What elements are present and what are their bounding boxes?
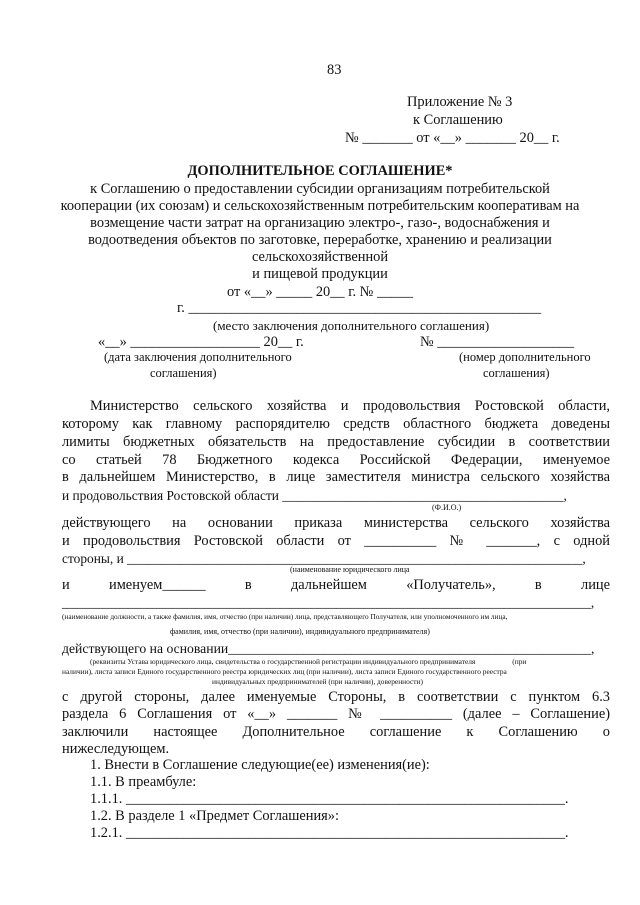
representative-note: фамилия, имя, отчество (при наличии), индивидуального предпринимателя) (170, 627, 430, 636)
agreement-number-line: № ___________________ (420, 334, 575, 350)
list-item: 1. Внести в Соглашение следующие(ее) изменения(ие): (90, 757, 430, 773)
subtitle-line: водоотведения объектов по заготовке, переработке, хранению и реализации (88, 232, 552, 248)
body-line: и продовольствия Ростовской области __________________________________________, (62, 488, 567, 503)
body-line: со статьей 78 Бюджетного кодекса Российской Федерации, именуемое (62, 452, 610, 468)
fio-note: (Ф.И.О.) (432, 503, 462, 512)
page-number: 83 (327, 62, 342, 78)
appendix-to: к Соглашению (413, 112, 503, 128)
agreement-number-note: (номер дополнительного (459, 350, 591, 364)
body-line: действующего на основании_____________________________________________________, (62, 641, 595, 656)
representative-note: (наименование должности, а также фамилия, имя, отчество (при наличии) лица, представляющего Получателя, или уполномоченного им лица, (62, 612, 508, 621)
signing-date-note: соглашения) (150, 366, 217, 380)
list-item: 1.2.1. _____________________________________________________________. (90, 825, 569, 841)
subtitle-line: к Соглашению о предоставлении субсидии организациям потребительской (90, 181, 550, 197)
body-line: и продовольствия Ростовской области от __________ № _______, с одной (62, 533, 610, 549)
body-line: и именуем______ в дальнейшем «Получатель», в лице (62, 577, 610, 593)
legal-entity-note: (наименование юридического лица (290, 565, 410, 574)
subtitle-line: кооперации (их союзам) и сельскохозяйственным потребительским кооперативам на (60, 198, 580, 214)
body-line: в дальнейшем Министерство, в лице заместителя министра сельского хозяйства (62, 469, 610, 485)
body-line: с другой стороны, далее именуемые Стороны, в соответствии с пунктом 6.3 (62, 689, 610, 705)
list-item: 1.1. В преамбуле: (90, 774, 197, 790)
place-line: г. _________________________________________________ (177, 300, 542, 316)
body-line: нижеследующем. (62, 741, 170, 757)
basis-note: индивидуальных предпринимателей (при наличии), доверенности) (212, 677, 423, 686)
appendix-title: Приложение № 3 (407, 94, 513, 110)
signing-date-line: «__» __________________ 20__ г. (98, 334, 304, 350)
list-item: 1.1.1. _____________________________________________________________. (90, 791, 569, 807)
subtitle-line: сельскохозяйственной (251, 249, 389, 265)
subtitle-line: и пищевой продукции (252, 266, 388, 282)
place-note: (место заключения дополнительного соглашения) (213, 318, 490, 333)
agreement-number-note: соглашения) (483, 366, 550, 380)
agreement-date-line: от «__» _____ 20__ г. № _____ (226, 284, 413, 300)
body-line: раздела 6 Соглашения от «__» _______ № __________ (далее – Соглашение) (62, 706, 610, 722)
body-line: Министерство сельского хозяйства и продовольствия Ростовской области, (90, 398, 610, 414)
body-line: заключили настоящее Дополнительное соглашение к Соглашению о (62, 724, 610, 740)
basis-note: (реквизиты Устава юридического лица, свидетельства о государственной регистрации индивидуального предпринимателя (при (90, 657, 527, 666)
body-line: стороны, и ____________________________________________________________________, (62, 551, 586, 566)
signing-date-note: (дата заключения дополнительного (104, 350, 292, 364)
list-item: 1.2. В разделе 1 «Предмет Соглашения»: (90, 808, 339, 824)
body-line: _______________________________________________________________________________, (62, 595, 595, 610)
document-heading: ДОПОЛНИТЕЛЬНОЕ СОГЛАШЕНИЕ* (187, 163, 453, 179)
body-line: действующего на основании приказа министерства сельского хозяйства (62, 515, 610, 531)
subtitle-line: возмещение части затрат на организацию электро-, газо-, водоснабжения и (90, 215, 550, 231)
basis-note: наличии), листа записи Единого государственного реестра юридических лиц (при наличии), листа записи Единого государственного реестра (62, 667, 507, 676)
body-line: лимиты бюджетных обязательств на предоставление субсидии в соответствии (62, 434, 610, 450)
appendix-number-line: № _______ от «__» _______ 20__ г. (345, 130, 560, 146)
body-line: которому как главному распорядителю средств областного бюджета доведены (62, 416, 610, 432)
